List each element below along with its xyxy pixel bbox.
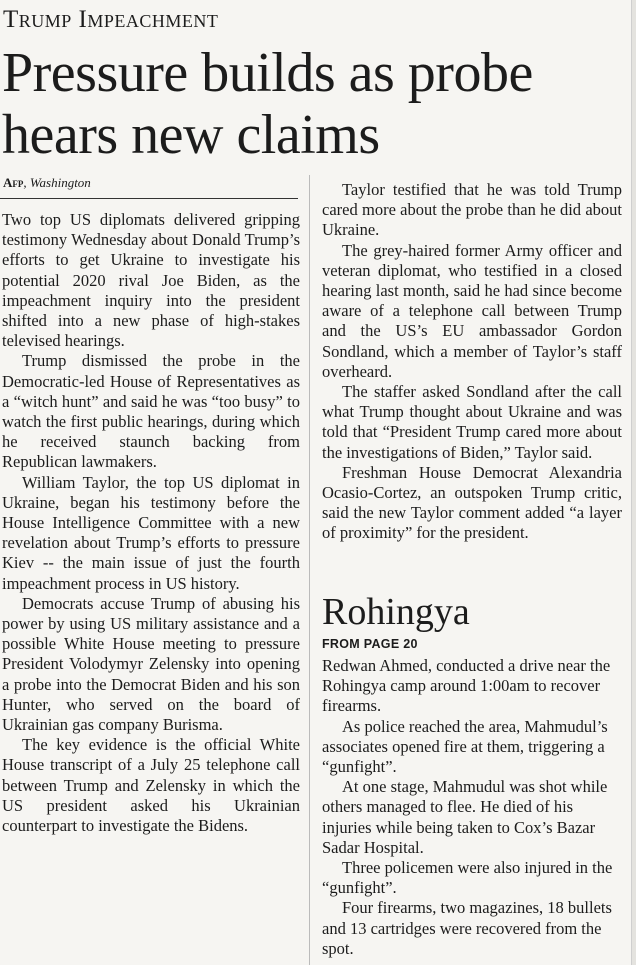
- continued-from-label: FROM PAGE 20: [322, 637, 418, 651]
- rohingya-paragraph: Three policemen were also injured in the “gunfight”.: [322, 858, 613, 898]
- article-paragraph: Freshman House Democrat Alexandria Ocasio-Cortez, an outspoken Trump critic, said the new Taylor comment added “a layer of proximity” for the president.: [322, 462, 622, 543]
- section-kicker: Trump Impeachment: [3, 6, 219, 33]
- byline-agency: Afp: [3, 175, 24, 190]
- article-column-left: [2, 210, 300, 836]
- rohingya-headline: Rohingya: [322, 591, 470, 633]
- article-paragraph: The key evidence is the official White House transcript of a July 25 telephone call between Trump and Zelensky in which the US president asked his Ukrainian counterpart to investigate the Bidens.: [2, 735, 300, 836]
- article-paragraph: William Taylor, the top US diplomat in Ukraine, began his testimony before the House Intelligence Committee with a new revelation about Trump’s efforts to pressure Kiev -- the main issue of just the fourth impeachment process in US history.: [2, 472, 300, 593]
- byline-rule: [0, 198, 298, 199]
- article-paragraph: Democrats accuse Trump of abusing his power by using US military assistance and a possible White House meeting to pressure President Volodymyr Zelensky into opening a probe into the Democrat Biden and his son Hunter, who served on the board of Ukrainian gas company Burisma.: [2, 593, 300, 735]
- article-paragraph: Taylor testified that he was told Trump cared more about the probe than he did about Ukraine.: [322, 180, 622, 240]
- page-edge: [631, 0, 636, 965]
- rohingya-paragraph: As police reached the area, Mahmudul’s associates opened fire at them, triggering a “gunfight”.: [322, 716, 608, 777]
- article-column-right: [322, 180, 622, 544]
- rohingya-paragraph: At one stage, Mahmudul was shot while others managed to flee. He died of his injuries while being taken to Cox’s Bazar Sadar Hospital.: [322, 777, 608, 857]
- article-paragraph: The staffer asked Sondland after the call what Trump thought about Ukraine and was told that “President Trump cared more about the investigations of Biden,” Taylor said.: [322, 382, 622, 462]
- rohingya-paragraph: Four firearms, two magazines, 18 bullets and 13 cartridges were recovered from the spot.: [322, 898, 612, 958]
- article-headline: Pressure builds as probe hears new claims: [2, 42, 533, 166]
- byline-dateline: Washington: [29, 175, 91, 190]
- rohingya-paragraph: Redwan Ahmed, conducted a drive near the Rohingya camp around 1:00am to recover firearms.: [322, 656, 611, 716]
- byline: [3, 175, 91, 191]
- rohingya-column: [322, 656, 622, 959]
- article-paragraph: Two top US diplomats delivered gripping testimony Wednesday about Donald Trump’s efforts to get Ukraine to investigate his potential 2020 rival Joe Biden, as the impeachment inquiry into the president shifted into a new phase of high-stakes televised hearings.: [2, 210, 300, 351]
- column-divider: [309, 175, 310, 965]
- byline-separator: ,: [23, 175, 30, 190]
- article-paragraph: The grey-haired former Army officer and veteran diplomat, who testified in a closed hearing last month, said he had since become aware of a telephone call between Trump and the US’s EU ambassador Gordon Sondland, which a member of Taylor’s staff overheard.: [322, 240, 622, 381]
- article-paragraph: Trump dismissed the probe in the Democratic-led House of Representatives as a “witch hunt” and said he was “too busy” to watch the first public hearings, during which he received staunch backing from Republican lawmakers.: [2, 351, 300, 472]
